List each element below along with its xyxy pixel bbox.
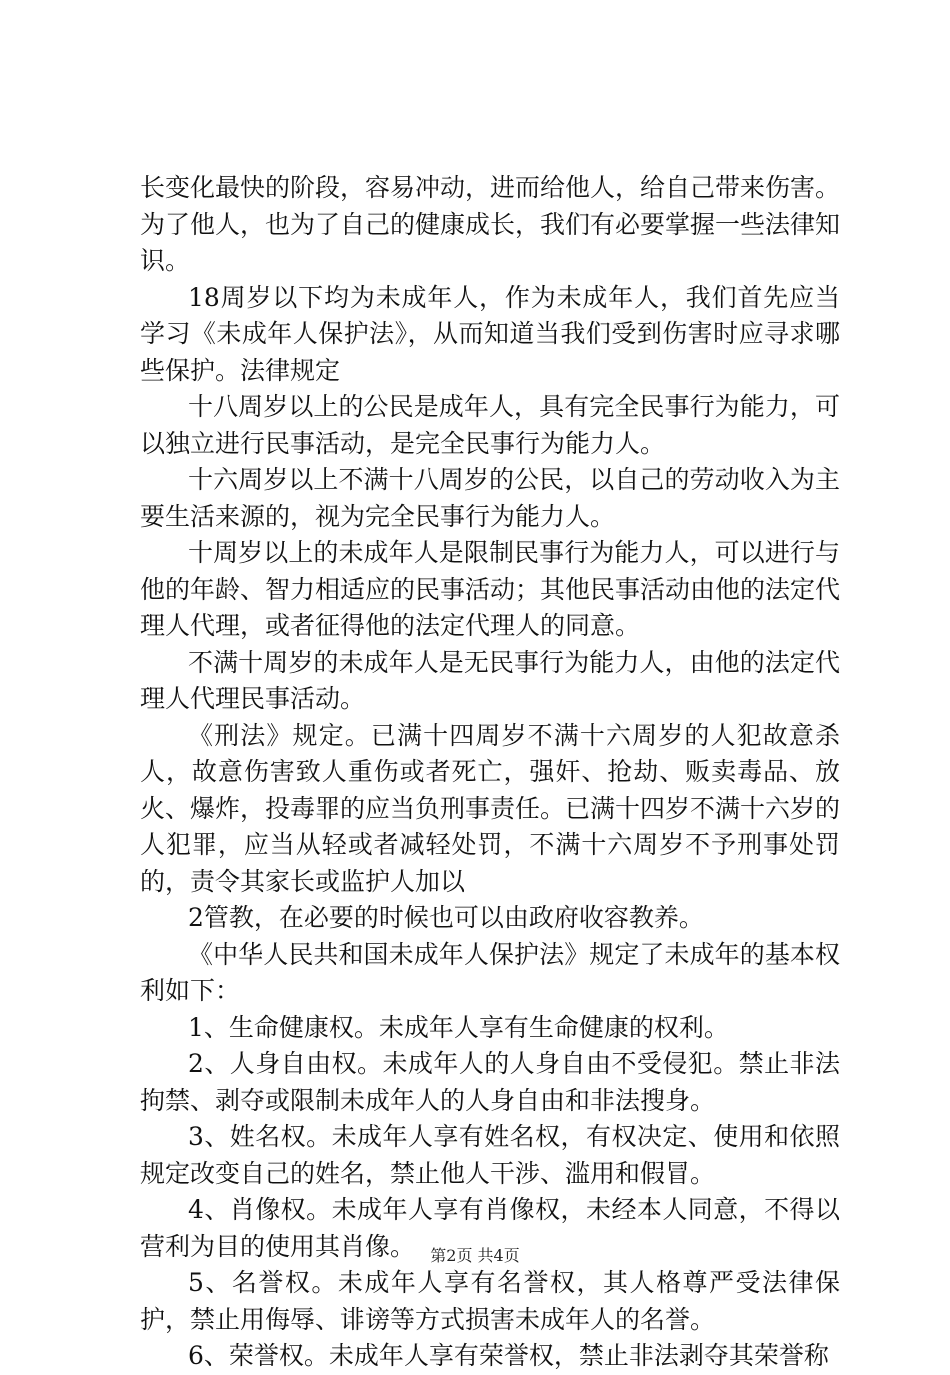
paragraph-no-capacity: 不满十周岁的未成年人是无民事行为能力人，由他的法定代理人代理民事活动。 [140, 647, 840, 713]
paragraph-criminal-law: 《刑法》规定。已满十四周岁不满十六周岁的人犯故意杀人，故意伤害致人重伤或者死亡，强奸、抢劫、贩卖毒品、放火、爆炸，投毒罪的应当负刑事责任。已满十四岁不满十六岁的人犯罪，应当从轻或者减轻处罚，不满十六周岁不予刑事处罚的，责令其家长或监护人加以 [140, 720, 841, 896]
paragraph-rights-intro: 《中华人民共和国未成年人保护法》规定了未成年的基本权利如下： [140, 939, 840, 1005]
paragraph-right-reputation: 5、名誉权。未成年人享有名誉权，其人格尊严受法律保护，禁止用侮辱、诽谤等方式损害未成年人的名誉。 [140, 1268, 840, 1334]
paragraph-limited-capacity: 十周岁以上的未成年人是限制民事行为能力人，可以进行与他的年龄、智力相适应的民事活动；其他民事活动由他的法定代理人代理，或者征得他的法定代理人的同意。 [140, 538, 841, 640]
paragraph-sixteen-to-eighteen: 十六周岁以上不满十八周岁的公民，以自己的劳动收入为主要生活来源的，视为完全民事行为能力人。 [140, 465, 840, 531]
page-number-footer: 第2页 共4页 [430, 1246, 520, 1265]
paragraph-right-life-health: 1、生命健康权。未成年人享有生命健康的权利。 [188, 1012, 729, 1042]
paragraph-right-portrait: 4、肖像权。未成年人享有肖像权，未经本人同意，不得以营利为目的使用其肖像。 [140, 1195, 840, 1261]
paragraph-right-name: 3、姓名权。未成年人享有姓名权，有权决定、使用和依照规定改变自己的姓名，禁止他人干涉、滥用和假冒。 [140, 1122, 840, 1188]
paragraph-intro-continuation: 长变化最快的阶段，容易冲动，进而给他人，给自己带来伤害。为了他人，也为了自己的健康成长，我们有必要掌握一些法律知识。 [140, 173, 841, 275]
paragraph-right-honor: 6、荣誉权。未成年人享有荣誉权，禁止非法剥夺其荣誉称 [188, 1341, 829, 1370]
paragraph-adult-capacity: 十八周岁以上的公民是成年人，具有完全民事行为能力，可以独立进行民事活动，是完全民事行为能力人。 [140, 392, 840, 458]
document-body [140, 170, 840, 1375]
paragraph-discipline: 2管教，在必要的时候也可以由政府收容教养。 [188, 903, 704, 932]
paragraph-right-personal-freedom: 2、人身自由权。未成年人的人身自由不受侵犯。禁止非法拘禁、剥夺或限制未成年人的人身自由和非法搜身。 [140, 1049, 840, 1115]
paragraph-minors-definition: 18周岁以下均为未成年人，作为未成年人，我们首先应当学习《未成年人保护法》，从而知道当我们受到伤害时应寻求哪些保护。法律规定 [140, 282, 840, 385]
